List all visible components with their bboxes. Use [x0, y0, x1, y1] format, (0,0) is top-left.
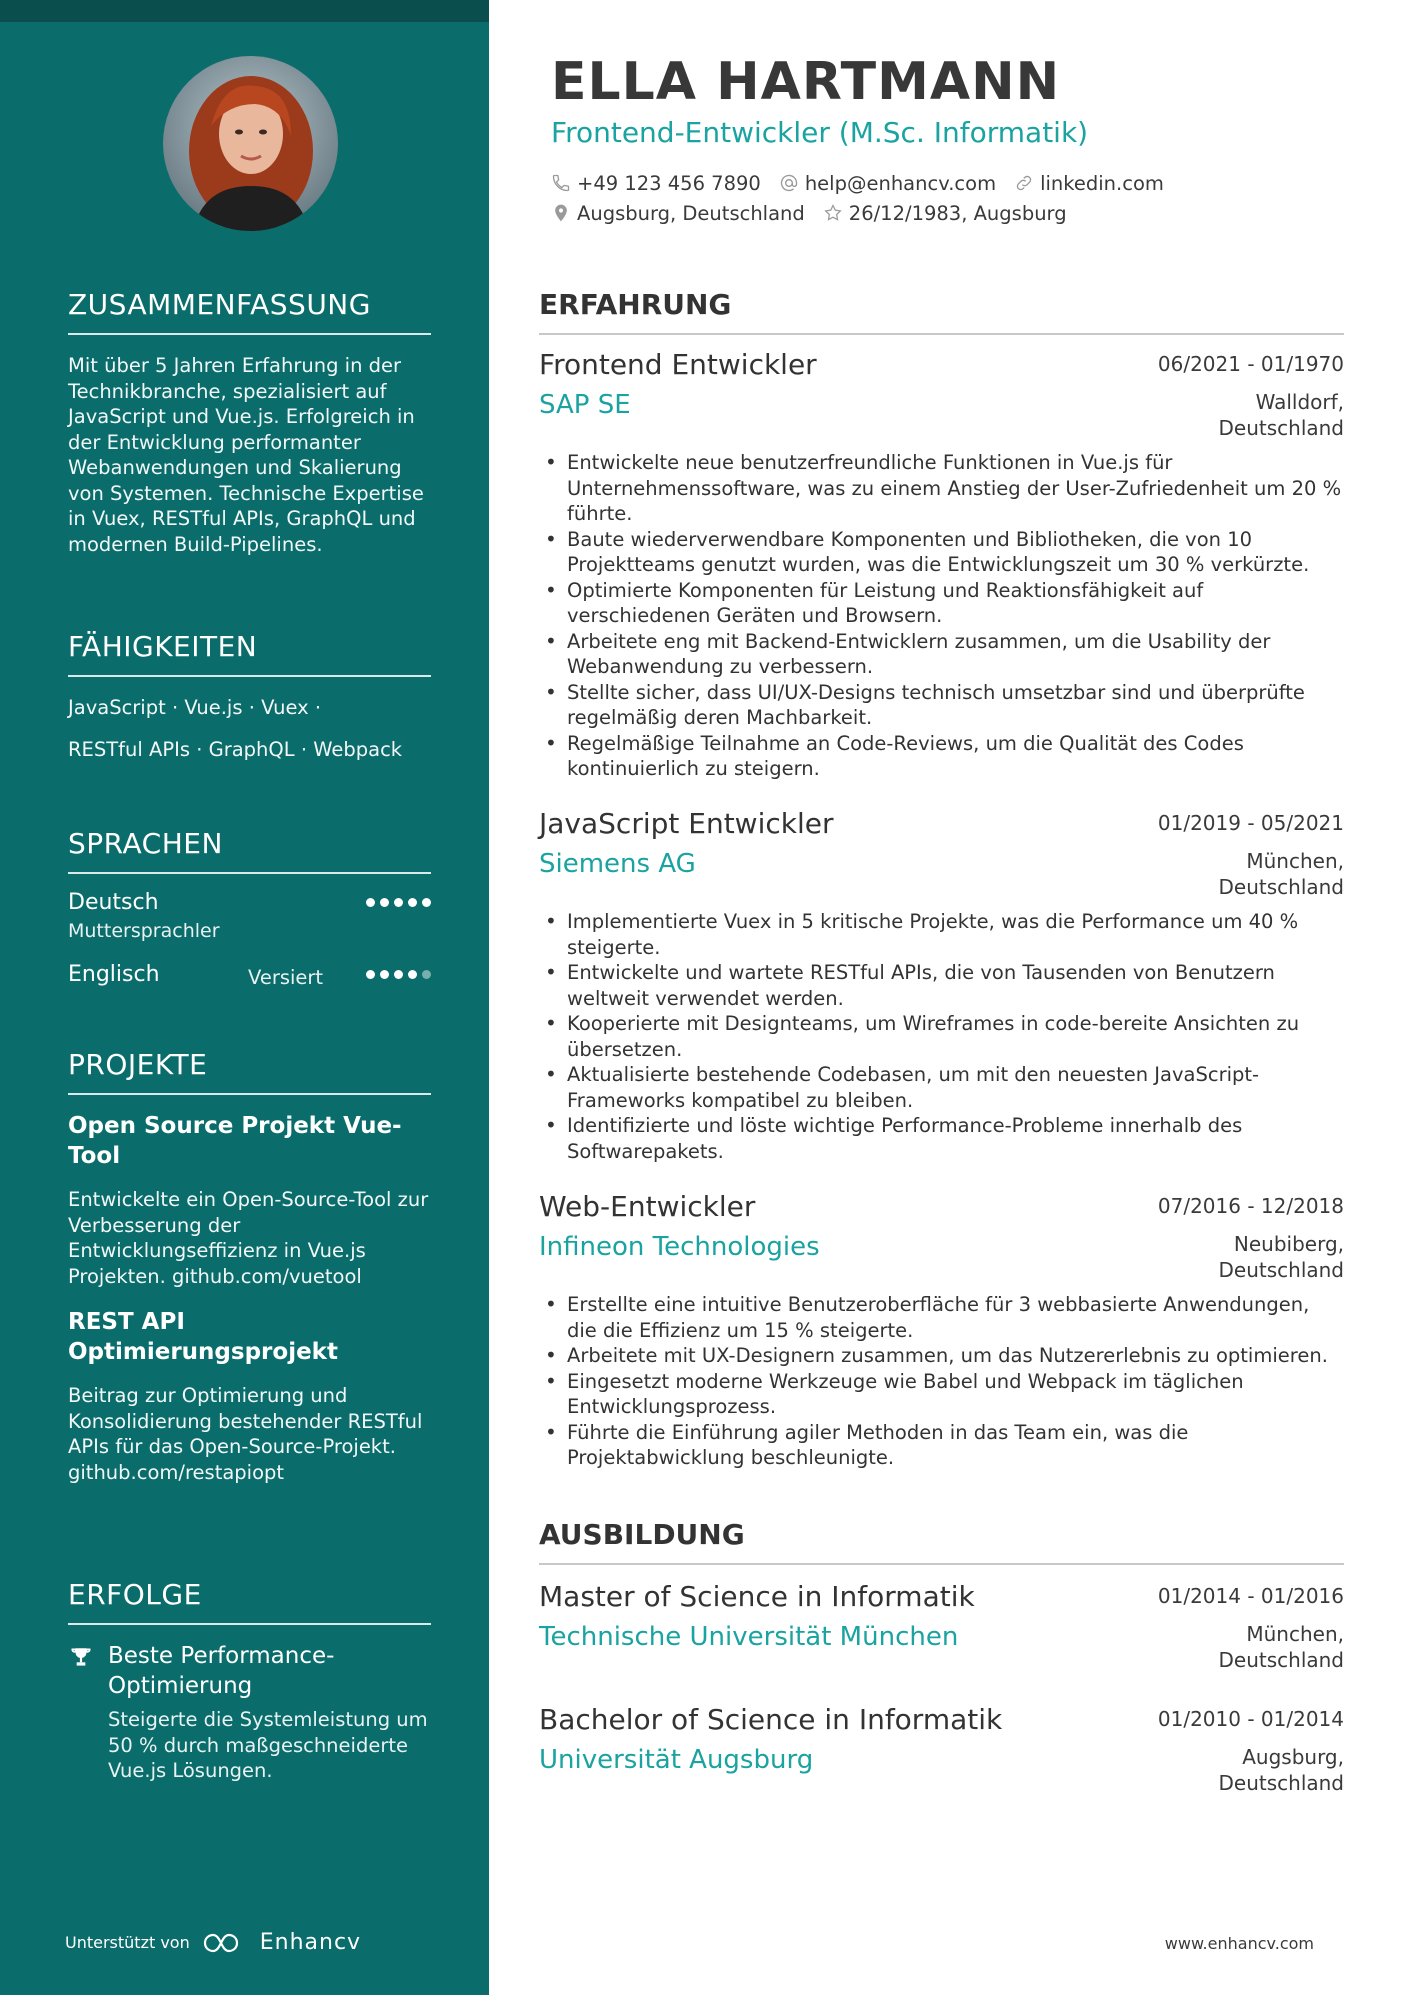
project-description: Beitrag zur Optimierung und Konsolidierung bestehender RESTful APIs für das Open-Source-Projekt. github.com/restapiopt	[68, 1384, 423, 1484]
project-item	[68, 1111, 431, 1289]
phone-icon	[551, 173, 571, 193]
job-location	[1144, 1232, 1344, 1283]
degree-name: Bachelor of Science in Informatik	[539, 1703, 1003, 1736]
job-role: Frontend Entwickler	[539, 348, 817, 381]
achievement-item	[68, 1641, 431, 1784]
experience-entry	[539, 1190, 1344, 1471]
rating-dot	[394, 898, 403, 907]
achievement-title: Beste Performance-Optimierung	[108, 1643, 335, 1699]
company-name: Infineon Technologies	[539, 1232, 820, 1262]
languages-title: SPRACHEN	[68, 827, 431, 874]
phone-text: +49 123 456 7890	[577, 171, 761, 195]
education-date: 01/2014 - 01/2016	[1157, 1584, 1344, 1608]
contact-email[interactable]	[779, 172, 996, 195]
footer-url[interactable]: www.enhancv.com	[1164, 1934, 1314, 1953]
bullet-item: • Kooperierte mit Designteams, um Wireframes in code-bereite Ansichten zu übersetzen.	[539, 1011, 1344, 1062]
rating-dot	[380, 970, 389, 979]
star-icon	[823, 203, 843, 223]
bullet-item: • Entwickelte und wartete RESTful APIs, die von Tausenden von Benutzern weltweit verwendet werden.	[539, 960, 1344, 1011]
location-city: München,	[1246, 1622, 1344, 1646]
job-bullets	[539, 909, 1344, 1164]
project-title: Open Source Projekt Vue-Tool	[68, 1113, 402, 1169]
main-content	[489, 0, 1410, 1995]
bullet-item: • Arbeitete mit UX-Designern zusammen, um das Nutzererlebnis zu optimieren.	[539, 1343, 1344, 1369]
trophy-icon	[68, 1645, 94, 1671]
rating-dot	[408, 970, 417, 979]
rating-dot	[366, 970, 375, 979]
profile-photo	[163, 56, 338, 231]
summary-text: Mit über 5 Jahren Erfahrung in der Technikbranche, spezialisiert auf JavaScript und Vue.js. Erfolgreich in der Entwicklung performanter Webanwendungen und Skalierung von Systemen. Technische Expertise in Vuex, RESTful APIs, GraphQL und modernen Build-Pipelines.	[68, 354, 424, 556]
skills-section	[68, 630, 431, 763]
contact-location	[551, 202, 805, 225]
job-date: 06/2021 - 01/1970	[1157, 352, 1344, 376]
skills-line: JavaScript · Vue.js · Vuex ·	[68, 696, 322, 719]
job-bullets	[539, 450, 1344, 782]
powered-by-brand: Enhancv	[259, 1930, 362, 1955]
bullet-item: • Eingesetzt moderne Werkzeuge wie Babel und Webpack im täglichen Entwicklungsprozess.	[539, 1369, 1344, 1420]
experience-title: ERFAHRUNG	[539, 288, 1344, 335]
location-pin-icon	[551, 203, 571, 223]
achievements-section	[68, 1578, 431, 1784]
rating-dot	[380, 898, 389, 907]
projects-title: PROJEKTE	[68, 1048, 431, 1095]
job-role: Web-Entwickler	[539, 1190, 756, 1223]
rating-dot	[366, 898, 375, 907]
job-role: JavaScript Entwickler	[539, 807, 834, 840]
powered-by	[65, 1930, 361, 1955]
location-city: Walldorf,	[1255, 390, 1344, 414]
birth-text: 26/12/1983, Augsburg	[848, 201, 1067, 225]
contact-info	[551, 168, 1311, 228]
summary-title: ZUSAMMENFASSUNG	[68, 288, 431, 335]
project-title: REST API Optimierungsprojekt	[68, 1309, 338, 1365]
education-entry	[539, 1703, 1344, 1795]
school-name: Technische Universität München	[539, 1622, 959, 1652]
rating-dot	[394, 970, 403, 979]
education-entry	[539, 1580, 1344, 1672]
language-item	[68, 962, 431, 1002]
location-city: Augsburg,	[1242, 1745, 1344, 1769]
location-country: Deutschland	[1218, 874, 1344, 899]
rating-dot	[422, 898, 431, 907]
language-level: Muttersprachler	[68, 920, 220, 942]
language-name: Deutsch	[68, 890, 159, 915]
education-location	[1144, 1622, 1344, 1673]
contact-birth	[823, 202, 1067, 225]
enhancv-logo-icon	[202, 1932, 248, 1954]
contact-phone[interactable]	[551, 172, 761, 195]
bullet-item: • Arbeitete eng mit Backend-Entwicklern zusammen, um die Usability der Webanwendung zu verbessern.	[539, 629, 1344, 680]
at-icon	[779, 173, 799, 193]
bullet-item: • Implementierte Vuex in 5 kritische Projekte, was die Performance um 40 % steigerte.	[539, 909, 1344, 960]
rating-dot	[422, 970, 431, 979]
language-level: Versiert	[248, 966, 324, 989]
contact-linkedin[interactable]	[1014, 172, 1164, 195]
skills-line: RESTful APIs · GraphQL · Webpack	[68, 738, 403, 761]
project-item	[68, 1307, 431, 1485]
location-country: Deutschland	[1218, 1647, 1344, 1672]
bullet-item: • Führte die Einführung agiler Methoden in das Team ein, was die Projektabwicklung beschleunigte.	[539, 1420, 1344, 1471]
bullet-item: • Identifizierte und löste wichtige Performance-Probleme innerhalb des Softwarepakets.	[539, 1113, 1344, 1164]
candidate-name: ELLA HARTMANN	[551, 52, 1061, 112]
project-description: Entwickelte ein Open-Source-Tool zur Verbesserung der Entwicklungseffizienz in Vue.js Projekten. github.com/vuetool	[68, 1188, 429, 1288]
projects-section	[68, 1048, 431, 1485]
job-bullets	[539, 1292, 1344, 1471]
language-item	[68, 890, 431, 962]
experience-entry	[539, 348, 1344, 782]
language-name: Englisch	[68, 962, 160, 987]
education-location	[1144, 1745, 1344, 1796]
company-name: Siemens AG	[539, 849, 696, 879]
school-name: Universität Augsburg	[539, 1745, 814, 1775]
location-text: Augsburg, Deutschland	[577, 201, 805, 225]
bullet-item: • Baute wiederverwendbare Komponenten und Bibliotheken, die von 10 Projektteams genutzt wurden, was die Entwicklungszeit um 30 % verkürzte.	[539, 527, 1344, 578]
location-country: Deutschland	[1218, 1257, 1344, 1282]
achievement-description: Steigerte die Systemleistung um 50 % durch maßgeschneiderte Vue.js Lösungen.	[108, 1708, 428, 1782]
sidebar-top-bar	[0, 0, 489, 22]
bullet-item: • Stellte sicher, dass UI/UX-Designs technisch umsetzbar sind und überprüfte regelmäßig deren Machbarkeit.	[539, 680, 1344, 731]
achievements-title: ERFOLGE	[68, 1578, 431, 1625]
powered-by-label: Unterstützt von	[65, 1933, 190, 1952]
degree-name: Master of Science in Informatik	[539, 1580, 975, 1613]
education-title: AUSBILDUNG	[539, 1518, 1344, 1565]
job-location	[1144, 849, 1344, 900]
summary-section	[68, 288, 431, 557]
location-country: Deutschland	[1218, 1770, 1344, 1795]
job-date: 07/2016 - 12/2018	[1157, 1194, 1344, 1218]
experience-entry	[539, 807, 1344, 1164]
location-country: Deutschland	[1218, 415, 1344, 440]
location-city: Neubiberg,	[1233, 1232, 1344, 1256]
bullet-item: • Erstellte eine intuitive Benutzeroberfläche für 3 webbasierte Anwendungen, die die Effizienz um 15 % steigerte.	[539, 1292, 1344, 1343]
skills-title: FÄHIGKEITEN	[68, 630, 431, 677]
email-text: help@enhancv.com	[804, 171, 997, 195]
linkedin-text: linkedin.com	[1040, 171, 1164, 195]
bullet-item: • Regelmäßige Teilnahme an Code-Reviews, um die Qualität des Codes kontinuierlich zu steigern.	[539, 731, 1344, 782]
link-icon	[1014, 173, 1034, 193]
language-rating	[366, 898, 431, 907]
rating-dot	[408, 898, 417, 907]
languages-section	[68, 827, 431, 1002]
job-date: 01/2019 - 05/2021	[1157, 811, 1344, 835]
language-rating	[366, 970, 431, 979]
bullet-item: • Entwickelte neue benutzerfreundliche Funktionen in Vue.js für Unternehmenssoftware, was zu einem Anstieg der User-Zufriedenheit um 20 % führte.	[539, 450, 1344, 527]
bullet-item: • Aktualisierte bestehende Codebasen, um mit den neuesten JavaScript-Frameworks kompatibel zu bleiben.	[539, 1062, 1344, 1113]
location-city: München,	[1246, 849, 1344, 873]
sidebar	[0, 0, 489, 1995]
bullet-item: • Optimierte Komponenten für Leistung und Reaktionsfähigkeit auf verschiedenen Geräten und Browsern.	[539, 578, 1344, 629]
job-location	[1144, 390, 1344, 441]
education-date: 01/2010 - 01/2014	[1157, 1707, 1344, 1731]
job-title: Frontend-Entwickler (M.Sc. Informatik)	[551, 116, 1089, 149]
company-name: SAP SE	[539, 390, 631, 420]
